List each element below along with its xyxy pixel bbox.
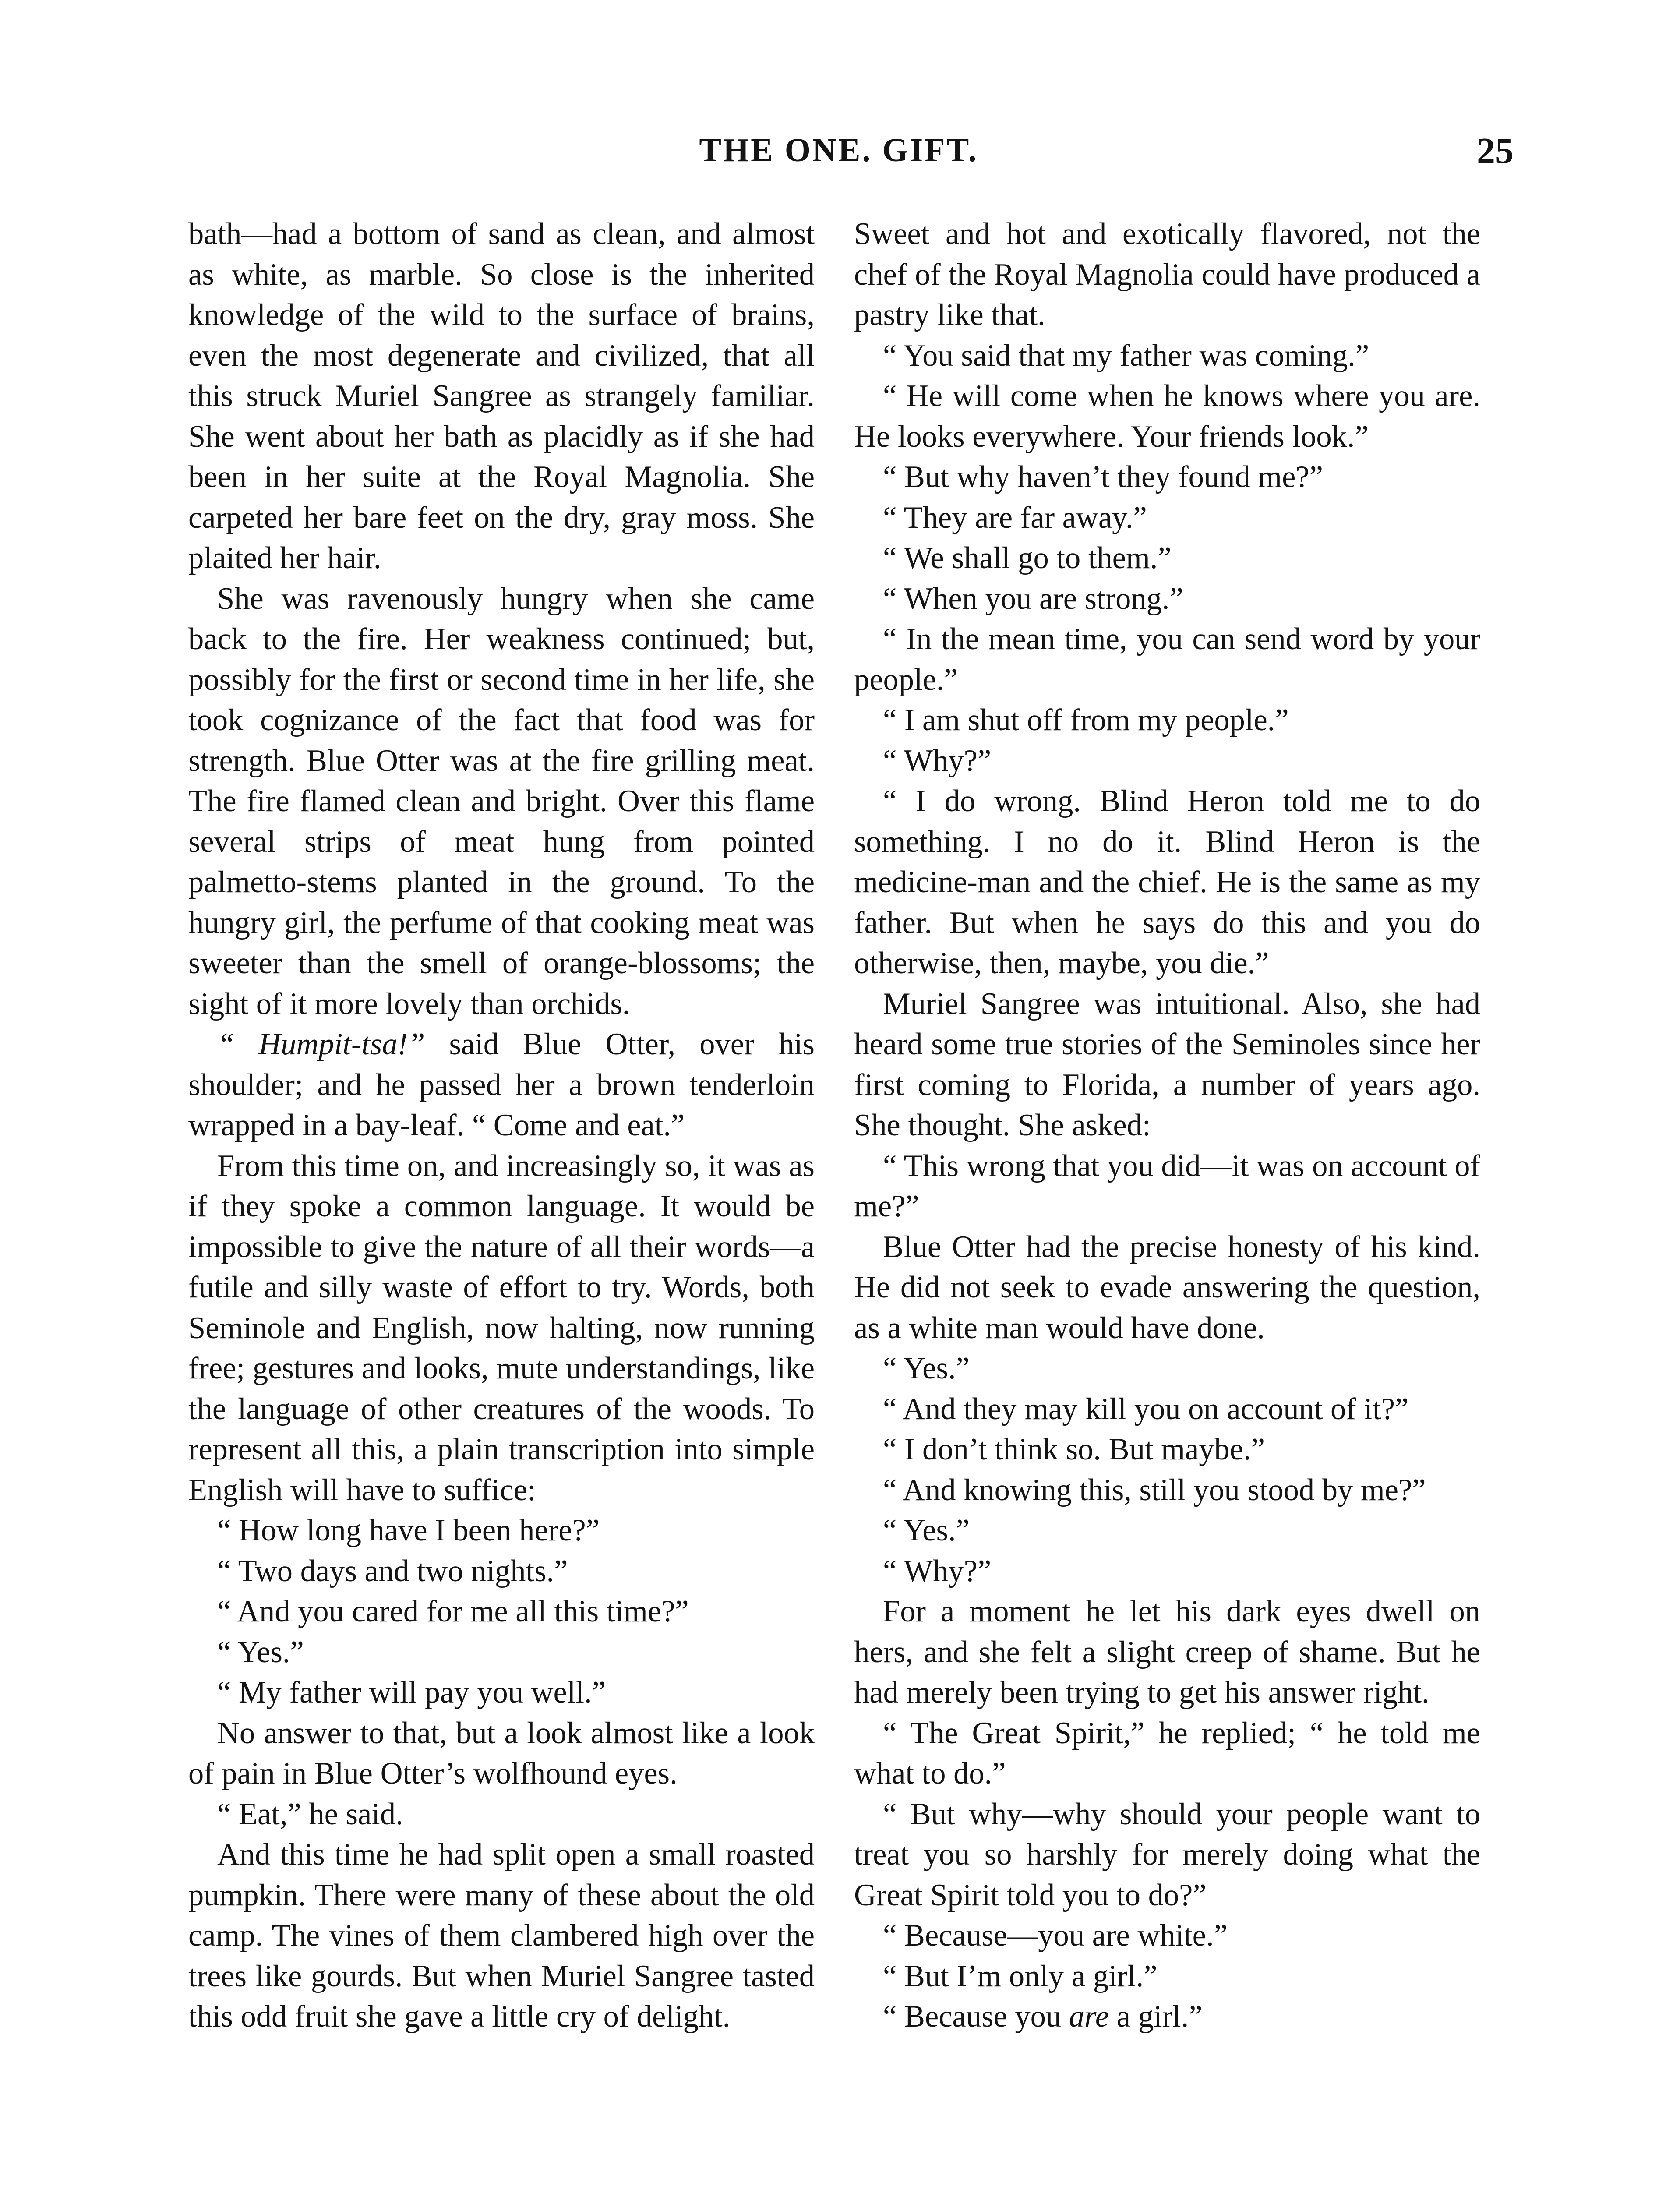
paragraph-text: And this time he had split open a small roasted pumpkin. There were many of these about the old camp. The vines of them clambered high over the trees like gourds. But when Muriel Sangree tasted this odd fruit she gave a little cry of delight.: [188, 1837, 815, 2034]
running-head: [0, 131, 1680, 180]
paragraph: [854, 538, 1480, 579]
paragraph-text: “ I don’t think so. But maybe.”: [883, 1432, 1265, 1466]
paragraph-text: “ We shall go to them.”: [883, 541, 1172, 575]
paragraph-text: “ How long have I been here?”: [217, 1513, 600, 1547]
paragraph-text: Muriel Sangree was intuitional. Also, she had heard some true stories of the Seminoles since her first coming to Florida, a number of years ago. She thought. She asked:: [854, 986, 1480, 1142]
paragraph: [854, 1429, 1480, 1470]
paragraph: [854, 984, 1480, 1146]
paragraph: [854, 1227, 1480, 1349]
paragraph-text: said Blue Otter, over his shoulder; and he passed her a brown tenderloin wrapped in a bay-leaf. “ Come and eat.”: [188, 1027, 815, 1142]
paragraph-text: “ Why?”: [883, 743, 992, 778]
paragraph-text: “ But why—why should your people want to treat you so harshly for merely doing what the Great Spirit told you to do?”: [854, 1797, 1480, 1912]
paragraph: [188, 214, 815, 579]
paragraph-text: “ Two days and two nights.”: [217, 1554, 568, 1588]
paragraph: [188, 1146, 815, 1511]
paragraph: [854, 1510, 1480, 1551]
paragraph-text: From this time on, and increasingly so, it was as if they spoke a common language. It would be impossible to give the nature of all their words—a futile and silly waste of effort to try. Words, both Seminole and English, now halting, now running free; gestures and looks, mute understandings, like the language of other creatures of the woods. To represent all this, a plain transcription into simple English will have to suffice:: [188, 1148, 815, 1507]
paragraph: [188, 1024, 815, 1146]
paragraph: [854, 741, 1480, 781]
paragraph-text: “ And knowing this, still you stood by me?”: [883, 1473, 1426, 1507]
running-title: THE ONE. GIFT.: [699, 132, 978, 169]
paragraph-text: “ Why?”: [883, 1554, 992, 1588]
paragraph: [854, 619, 1480, 700]
paragraph-text: No answer to that, but a look almost like a look of pain in Blue Otter’s wolfhound eyes.: [188, 1716, 815, 1791]
paragraph-text: “ I do wrong. Blind Heron told me to do something. I no do it. Blind Heron is the medicine-man and the chief. He is the same as my father. But when he says do this and you do otherwise, then, maybe, you die.”: [854, 784, 1480, 980]
paragraph-text: “ This wrong that you did—it was on account of me?”: [854, 1148, 1480, 1223]
paragraph-text: “ And you cared for me all this time?”: [217, 1594, 689, 1628]
paragraph: [854, 1348, 1480, 1389]
paragraph-text: “ The Great Spirit,” he replied; “ he told me what to do.”: [854, 1716, 1480, 1791]
paragraph: [188, 1510, 815, 1551]
paragraph-text: Blue Otter had the precise honesty of his kind. He did not seek to evade answering the question, as a white man would have done.: [854, 1229, 1480, 1345]
italic-phrase: “ Humpit-tsa!”: [217, 1027, 425, 1061]
page-number: 25: [1477, 131, 1514, 171]
paragraph-text: “ Yes.”: [217, 1635, 304, 1669]
paragraph: [188, 1672, 815, 1713]
paragraph: [854, 1591, 1480, 1713]
paragraph: [854, 700, 1480, 741]
paragraph: [854, 498, 1480, 538]
paragraph: [188, 1794, 815, 1835]
paragraph: [854, 1996, 1480, 2037]
paragraph: [188, 1632, 815, 1673]
paragraph: [854, 1915, 1480, 1956]
paragraph-text: Sweet and hot and exotically flavored, not the chef of the Royal Magnolia could have produced a pastry like that.: [854, 217, 1480, 332]
paragraph-text: bath—had a bottom of sand as clean, and almost as white, as marble. So close is the inherited knowledge of the wild to the surface of brains, even the most degenerate and civilized, that all this struck Muriel Sangree as strangely familiar. She went about her bath as placidly as if she had been in her suite at the Royal Magnolia. She carpeted her bare feet on the dry, gray moss. She plaited her hair.: [188, 217, 815, 575]
left-text-column: [188, 214, 815, 2037]
paragraph-text: “ Eat,” he said.: [217, 1797, 403, 1831]
paragraph-text: “ In the mean time, you can send word by your people.”: [854, 622, 1480, 697]
paragraph: [854, 457, 1480, 498]
paragraph: [854, 1146, 1480, 1227]
paragraph-text: “ I am shut off from my people.”: [883, 703, 1289, 737]
paragraph-text: “ Yes.”: [883, 1351, 970, 1385]
italic-word: are: [1069, 1999, 1109, 2034]
paragraph: [188, 1591, 815, 1632]
paragraph-text-after: a girl.”: [1109, 1999, 1203, 2034]
paragraph-text: “ But I’m only a girl.”: [883, 1959, 1158, 1993]
paragraph-text: “ They are far away.”: [883, 500, 1147, 535]
paragraph-text: “ You said that my father was coming.”: [883, 338, 1369, 373]
paragraph: [854, 1551, 1480, 1592]
paragraph-text: “ Yes.”: [883, 1513, 970, 1547]
paragraph-text: “ When you are strong.”: [883, 581, 1183, 616]
right-text-column: [854, 214, 1480, 2037]
paragraph-text: “ Because you: [883, 1999, 1069, 2034]
paragraph: [854, 1713, 1480, 1794]
paragraph: [854, 1956, 1480, 1997]
paragraph-text: For a moment he let his dark eyes dwell on hers, and she felt a slight creep of shame. But he had merely been trying to get his answer right.: [854, 1594, 1480, 1710]
paragraph: [854, 376, 1480, 457]
paragraph-text: “ But why haven’t they found me?”: [883, 460, 1324, 494]
paragraph: [854, 781, 1480, 984]
paragraph-text: “ He will come when he knows where you are. He looks everywhere. Your friends look.”: [854, 379, 1480, 454]
paragraph: [188, 1551, 815, 1592]
paragraph: [854, 214, 1480, 336]
paragraph-text: “ My father will pay you well.”: [217, 1675, 606, 1710]
paragraph-text: “ Because—you are white.”: [883, 1918, 1228, 1953]
paragraph: [188, 1834, 815, 2037]
paragraph: [854, 579, 1480, 619]
paragraph: [188, 1713, 815, 1794]
paragraph-text: She was ravenously hungry when she came back to the fire. Her weakness continued; but, possibly for the first or second time in her life, she took cognizance of the fact that food was for strength. Blue Otter was at the fire grilling meat. The fire flamed clean and bright. Over this flame several strips of meat hung from pointed palmetto-stems planted in the ground. To the hungry girl, the perfume of that cooking meat was sweeter than the smell of orange-blossoms; the sight of it more lovely than orchids.: [188, 581, 815, 1021]
paragraph: [854, 336, 1480, 376]
paragraph-text: “ And they may kill you on account of it?”: [883, 1392, 1409, 1426]
paragraph: [854, 1389, 1480, 1430]
paragraph: [188, 579, 815, 1024]
paragraph: [854, 1794, 1480, 1916]
paragraph: [854, 1470, 1480, 1511]
